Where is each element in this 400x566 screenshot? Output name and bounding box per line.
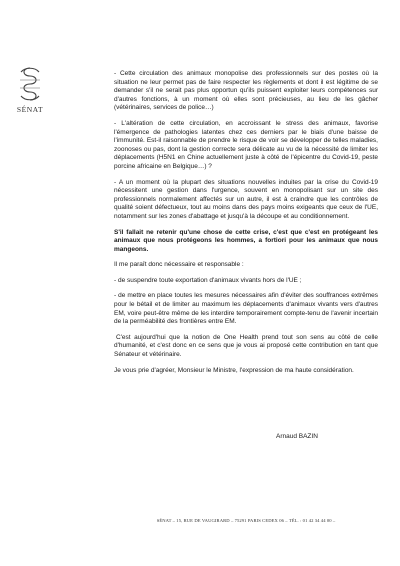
paragraph-stress-pathologies: - L'altération de cette circulation, en accroissant le stress des animaux, favorise l'émergence de pathologies latentes chez ces derniers par le biais d'une baisse de l'immunité. Est-il raisonnable de prendre le risque de voir se développer de telles maladies, zoonoses ou pas, dont la gestion correcte sera délicate au vu de la nécessité de limiter les déplacements (H5N1 en Chine actuellement juste à côté de l'épicentre du Covid-19, peste porcine africaine en Belgique…) ? [114, 119, 378, 170]
paragraph-one-health: C'est aujourd'hui que la notion de One Health prend tout son sens au côté de celle d'humanité, et c'est donc en ce sens que je vous ai proposé cette contribution en tant que Sénateur et vétérinaire. [114, 333, 378, 359]
paragraph-necessary-responsible: Il me paraît donc nécessaire et responsable : [114, 261, 244, 269]
paragraph-closing: Je vous prie d'agréer, Monsieur le Ministre, l'expression de ma haute considération. [114, 366, 354, 374]
paragraph-key-message: S'il fallait ne retenir qu'une chose de cette crise, c'est que c'est en protégeant les animaux que nous protégeons les hommes, a fortiori pour les animaux que nous mangeons. [114, 228, 378, 253]
signature-name: Arnaud BAZIN [276, 433, 318, 440]
paragraph-suspend-exports: - de suspendre toute exportation d'animaux vivants hors de l'UE ; [114, 276, 302, 284]
paragraph-circulation-professionals: - Cette circulation des animaux monopolise des professionnels sur des postes où la situation ne leur permet pas de faire respecter les règlements et dont il est légitime de se demander s'il ne serait pas plus opportun qu'ils puissent exploiter leurs compétences sur d'autres fonctions, à un moment où elles sont précieuses, au lieu de les gâcher (vétérinaires, services de police…) [114, 70, 378, 112]
footer-address: SÉNAT – 15, RUE DE VAUGIRARD – 75291 PARIS CEDEX 06 – TÉL. : 01 42 34 44 00 – [156, 518, 336, 523]
paragraph-quality-controls: - A un moment où la plupart des situations nouvelles induites par la crise du Covid-19 nécessitent une gestion dans l'urgence, souvent en monopolisant sur un site des professionnels normalement affectés sur un autre, il est à craindre que les contrôles de qualité soient défectueux, tout au moins dans des pays moins exigeants que ceux de l'UE, notamment sur les zones d'abattage et jusqu'à la découpe et au conditionnement. [114, 178, 378, 220]
senat-logo [16, 66, 44, 114]
logo-text: SÉNAT [16, 105, 44, 114]
paragraph-limit-transport: - de mettre en place toutes les mesures nécessaires afin d'éviter des souffrances extrêmes pour le bétail et de limiter au maximum les déplacements d'animaux vivants vers d'autres EM, voire peut-être même de les interdire temporairement compte-tenu de l'avenir incertain de la perméabilité des frontières entre EM. [114, 292, 378, 326]
senat-seal-icon [17, 66, 43, 104]
letter-body [114, 70, 378, 382]
